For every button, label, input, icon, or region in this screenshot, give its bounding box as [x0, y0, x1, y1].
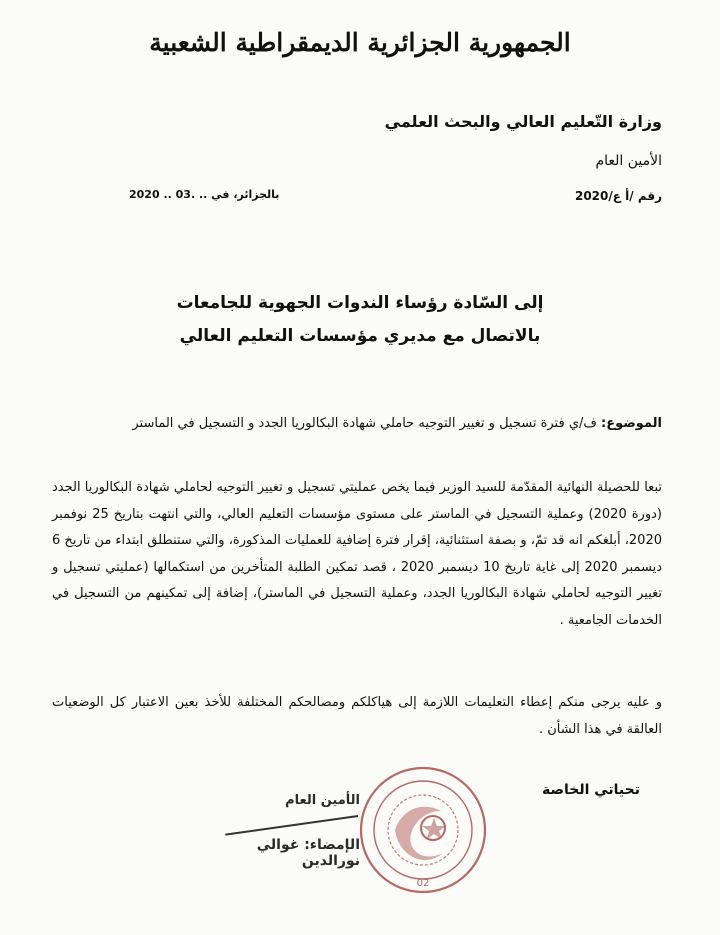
reference-number: رقم /أ ع/2020: [574, 189, 662, 203]
ministry-name: وزارة التّعليم العالي والبحث العلمي: [384, 112, 662, 131]
recipient-line-1: إلى السّادة رؤساء الندوات الجهوية للجامعات: [176, 293, 544, 313]
signature-block: [205, 793, 360, 888]
subject-line: [52, 414, 662, 434]
body-paragraph-1: تبعا للحصيلة النهائية المقدّمة للسيد الوزير فيما يخص عمليتي تسجيل و تغيير التوجيه لحاملي شهادة البكالوريا الجدد (دورة 2020) وعملية التسجيل في الماستر على مستوى مؤسسات التعليم العالي، والتي انتهت بتاريخ 25 نوفمبر 2020، أبلغكم انه قد تمّ، و بصفة استثنائية، إقرار فترة إضافية للعمليات المذكورة، والتي ستنطلق ابتداء من تاريخ 6 ديسمبر 2020 إلى غاية تاريخ 10 ديسمبر 2020 ، قصد تمكين الطلبة المتأخرين من استكمالها (عمليتي تسجيل و تغيير التوجيه لحاملي شهادة البكالوريا الجدد، وعملية التسجيل في الماستر)، إضافة إلى تمكينهم من التسجيل في الخدمات الجامعية .: [52, 480, 663, 628]
place-and-date: بالجزائر، في .. .03 .. 2020: [129, 188, 280, 201]
republic-header: الجمهورية الجزائرية الديمقراطية الشعبية: [149, 28, 571, 57]
subject-text: ف/ي فترة تسجيل و تغيير التوجيه حاملي شهادة البكالوريا الجدد و التسجيل في الماستر: [132, 416, 597, 431]
subject-label: الموضوع:: [601, 416, 662, 431]
signature-stroke: [225, 815, 358, 836]
signature-role: الأمين العام: [285, 793, 360, 808]
official-seal: [357, 764, 489, 896]
recipient-line-2: بالاتصال مع مديري مؤسسات التعليم العالي: [179, 326, 541, 346]
seal-stamp-icon: [357, 764, 489, 896]
signatory-name: الإمضاء: غوالي نورالدين: [256, 837, 360, 869]
closing-salutation: تحياتي الخاصة: [541, 782, 640, 798]
secretary-general-label: الأمين العام: [595, 153, 662, 169]
seal-number: 02: [416, 878, 430, 889]
recipient-block: [0, 287, 720, 353]
body-paragraph-2: و عليه يرجى منكم إعطاء التعليمات اللازمة إلى هياكلكم ومصالحكم المختلفة للأخذ بعين الاعتبار كل الوضعيات العالقة في هذا الشأن .: [52, 695, 662, 737]
